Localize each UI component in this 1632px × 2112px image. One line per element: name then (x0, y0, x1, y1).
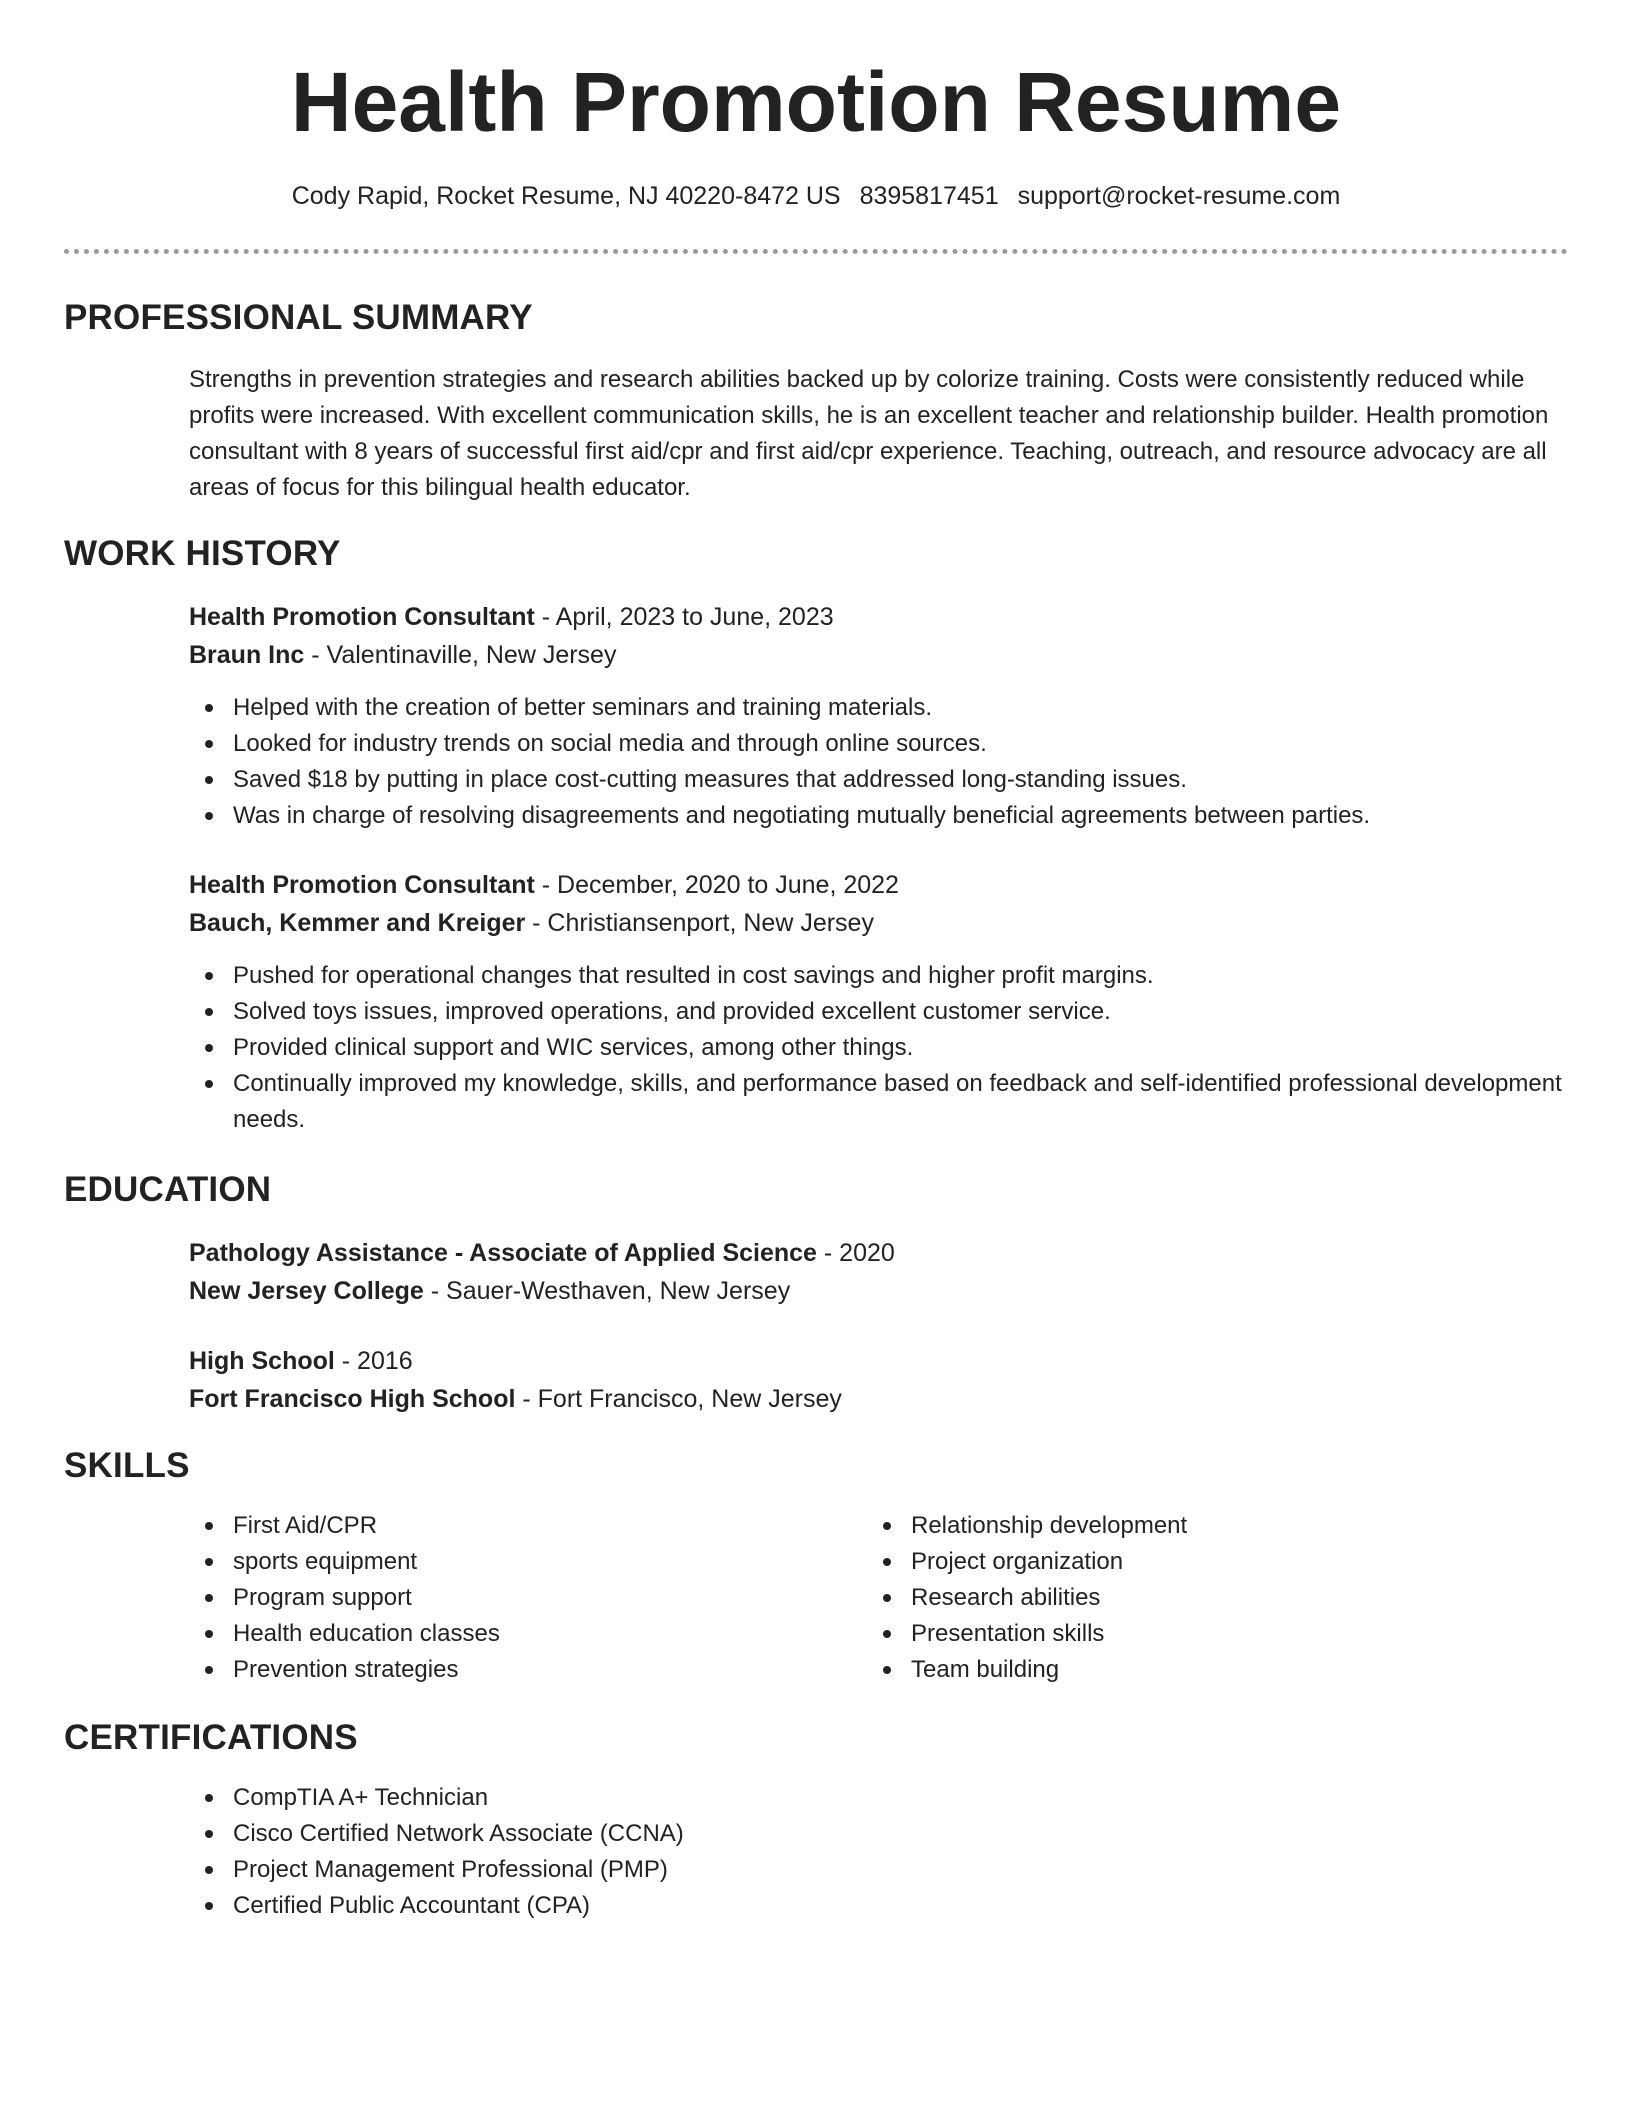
job-company-line (189, 636, 1568, 674)
education-degree-line (189, 1234, 1568, 1272)
education-location: - Fort Francisco, New Jersey (515, 1385, 842, 1413)
education-degree: High School (189, 1347, 335, 1375)
list-item: Program support (189, 1580, 867, 1616)
job-company: Bauch, Kemmer and Kreiger (189, 909, 526, 937)
job-location: - Valentinaville, New Jersey (304, 641, 617, 669)
list-item: Health education classes (189, 1616, 867, 1652)
job-bullets (189, 690, 1568, 834)
education-entry (189, 1234, 1568, 1310)
education-year: - 2016 (334, 1347, 413, 1375)
header-divider (64, 249, 1568, 254)
education-school-line (189, 1380, 1568, 1418)
summary-text: Strengths in prevention strategies and research abilities backed up by colorize training. Costs were consistently reduced while profits were increased. With excellent communication skills, he is an excellent teacher and relationship builder. Health promotion consultant with 8 years of successful first aid/cpr and first aid/cpr experience. Teaching, outreach, and resource advocacy are all areas of focus for this bilingual health educator. (189, 366, 1549, 501)
job-dates: - April, 2023 to June, 2023 (534, 603, 834, 631)
list-item: Project Management Professional (PMP) (189, 1852, 1568, 1888)
job-company-line (189, 904, 1568, 942)
education-entry (189, 1342, 1568, 1418)
list-item: sports equipment (189, 1544, 867, 1580)
section-title-skills: SKILLS (64, 1446, 190, 1485)
resume-title: Health Promotion Resume (290, 55, 1342, 149)
list-item: Certified Public Accountant (CPA) (189, 1888, 1568, 1924)
job-title-line (189, 598, 1568, 636)
job-title-line (189, 866, 1568, 904)
section-title-education: EDUCATION (64, 1170, 272, 1209)
skills-columns (189, 1508, 1568, 1688)
list-item: Saved $18 by putting in place cost-cutting measures that addressed long-standing issues. (189, 762, 1568, 798)
contact-phone: 8395817451 (859, 182, 999, 210)
education-school: Fort Francisco High School (189, 1385, 516, 1413)
job-title: Health Promotion Consultant (189, 871, 535, 899)
list-item: First Aid/CPR (189, 1508, 867, 1544)
section-title-certifications: CERTIFICATIONS (64, 1718, 358, 1757)
list-item: Helped with the creation of better seminars and training materials. (189, 690, 1568, 726)
education-degree: Pathology Assistance - Associate of Applied Science (189, 1239, 817, 1267)
list-item: Project organization (867, 1544, 1545, 1580)
contact-line (0, 180, 1632, 212)
job-entry (189, 598, 1568, 834)
list-item: Provided clinical support and WIC services, among other things. (189, 1030, 1568, 1066)
skills-list-right (867, 1508, 1545, 1688)
education-location: - Sauer-Westhaven, New Jersey (423, 1277, 791, 1305)
education-year: - 2020 (816, 1239, 895, 1267)
skills-list-left (189, 1508, 867, 1688)
list-item: Pushed for operational changes that resulted in cost savings and higher profit margins. (189, 958, 1568, 994)
list-item: Solved toys issues, improved operations, and provided excellent customer service. (189, 994, 1568, 1030)
list-item: CompTIA A+ Technician (189, 1780, 1568, 1816)
job-title: Health Promotion Consultant (189, 603, 535, 631)
list-item: Was in charge of resolving disagreements and negotiating mutually beneficial agreements between parties. (189, 798, 1568, 834)
section-title-summary: PROFESSIONAL SUMMARY (64, 298, 533, 337)
list-item: Research abilities (867, 1580, 1545, 1616)
list-item: Team building (867, 1652, 1545, 1688)
section-title-work: WORK HISTORY (64, 534, 341, 573)
list-item: Cisco Certified Network Associate (CCNA) (189, 1816, 1568, 1852)
contact-address: Cody Rapid, Rocket Resume, NJ 40220-8472 US (291, 182, 841, 210)
contact-email: support@rocket-resume.com (1017, 182, 1341, 210)
certifications-list (189, 1780, 1568, 1924)
list-item: Presentation skills (867, 1616, 1545, 1652)
job-dates: - December, 2020 to June, 2022 (534, 871, 899, 899)
education-degree-line (189, 1342, 1568, 1380)
education-school-line (189, 1272, 1568, 1310)
job-bullets (189, 958, 1568, 1138)
list-item: Relationship development (867, 1508, 1545, 1544)
list-item: Continually improved my knowledge, skills, and performance based on feedback and self-identified professional development needs. (189, 1066, 1568, 1138)
education-school: New Jersey College (189, 1277, 424, 1305)
job-company: Braun Inc (189, 641, 305, 669)
certifications-block (189, 1780, 1568, 1924)
list-item: Looked for industry trends on social media and through online sources. (189, 726, 1568, 762)
job-entry (189, 866, 1568, 1138)
summary-block (189, 362, 1568, 506)
job-location: - Christiansenport, New Jersey (525, 909, 874, 937)
list-item: Prevention strategies (189, 1652, 867, 1688)
